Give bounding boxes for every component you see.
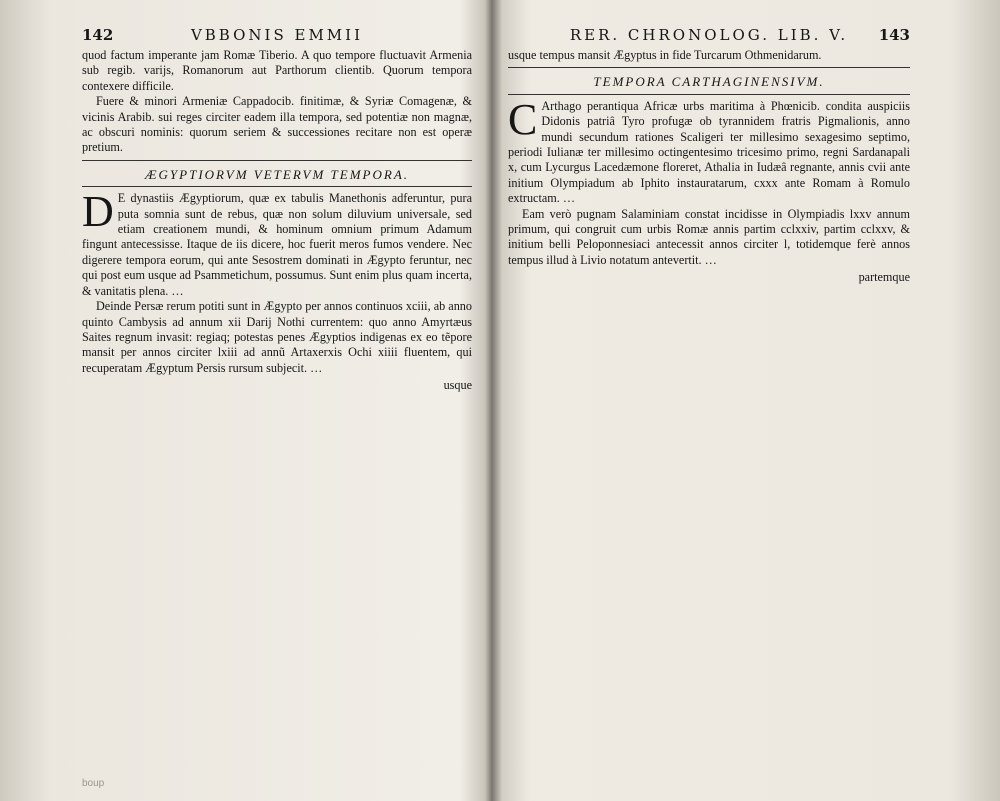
divider: [508, 67, 910, 68]
body-paragraph-text: E dynastiis Ægyptiorum, quæ ex tabulis Manethonis adferuntur, pura puta somnia sunt de rebus, quæ non solum diluvium universale, sed etiam creationem mundi, & hominum omnium primum Adamum fingunt antecessisse. Itaque de iis dicere, hoc fuerit meros fumos vendere. Nec digerere tempora eorum, qui ante Sesostrem dominati in Ægypto feruntur, nec qui post eum usque ad Psammetichum, possumus. Sunt enim plus quam incerta, & vanitatis plena. …: [82, 191, 472, 298]
drop-cap: C: [508, 94, 538, 144]
library-stamp: boup: [82, 778, 105, 789]
right-page: [508, 26, 910, 783]
section-title: ÆGYPTIORVM VETERVM TEMPORA.: [144, 166, 410, 182]
running-head: RER. CHRONOLOG. LIB. V.: [569, 26, 849, 44]
intro-paragraph: Fuere & minori Armeniæ Cappadocib. finitimæ, & Syriæ Comagenæ, & vicinis Arabib. sui reges circiter eadem illa tempora, sed potentiæ non magnæ, ac obscuri nominis: quorum seriem & successiones recitare non est operæ pretium.: [82, 94, 472, 155]
right-page-text: [508, 48, 910, 286]
divider: [82, 186, 472, 187]
body-paragraph: Eam verò pugnam Salaminiam constat incidisse in Olympiadis lxxv annum primum, qui congruit cum urbis Romæ annis partim cclxxiv, partim cclxxv, & initium belli Peloponnesiaci antecessit annos circiter l, totidemque ferè annos tempus illud à Livio notatum antevertit. …: [508, 206, 910, 267]
page-number: 142: [82, 26, 114, 44]
divider: [508, 94, 910, 95]
catchword: partemque: [858, 270, 910, 285]
body-paragraph: Deinde Persæ rerum potiti sunt in Ægypto per annos continuos xciii, ab anno quinto Cambysis ad annum xii Darij Nothi currentem: quo anno Amyrtæus Saites regnum invasit: regiaq; potestas penes Ægyptios indigenas ex eo tẽpore mansit per annos circiter lxiii ad annũ Artaxerxis Ochi xiiii fluentem, qui recuperatam Ægyptum Persis rursum subjecit. …: [82, 299, 472, 375]
body-paragraph-text: Arthago perantiqua Africæ urbs maritima à Phœnicib. condita auspiciis Didonis patriâ Tyro profugæ ob tyrannidem fratris Pigmalionis, anno mundi secundum rationes Scaligeri ter millesimo sexagesimo septimo, periodi Iulianæ ter millesimo octingentesimo tricesimo primo, regni Sardanapali x, cum Lycurgus Lacedæmone floreret, Athalia in Iudæâ regnante, annis cvii ante initium Olympiadum ab Iphito instauratarum, cxxx ante Romam à Romulo extructam. …: [508, 98, 910, 206]
section-title: TEMPORA CARTHAGINENSIVM.: [593, 74, 825, 90]
intro-paragraph: quod factum imperante jam Romæ Tiberio. A quo tempore fluctuavit Armenia sub regib. varijs, Romanorum aut Parthorum clientib. Quorum tempora contexere difficile.: [82, 48, 472, 93]
left-page: [82, 26, 472, 783]
body-paragraph: [82, 187, 472, 299]
body-paragraph: [508, 94, 910, 207]
divider: [82, 160, 472, 161]
left-page-text: [82, 48, 472, 394]
catchword: usque: [443, 378, 472, 393]
running-head: VBBONIS EMMII: [190, 26, 364, 44]
page-number: 143: [878, 26, 910, 44]
intro-paragraph: usque tempus mansit Ægyptus in fide Turcarum Othmenidarum.: [508, 48, 822, 62]
drop-cap: D: [82, 187, 114, 237]
